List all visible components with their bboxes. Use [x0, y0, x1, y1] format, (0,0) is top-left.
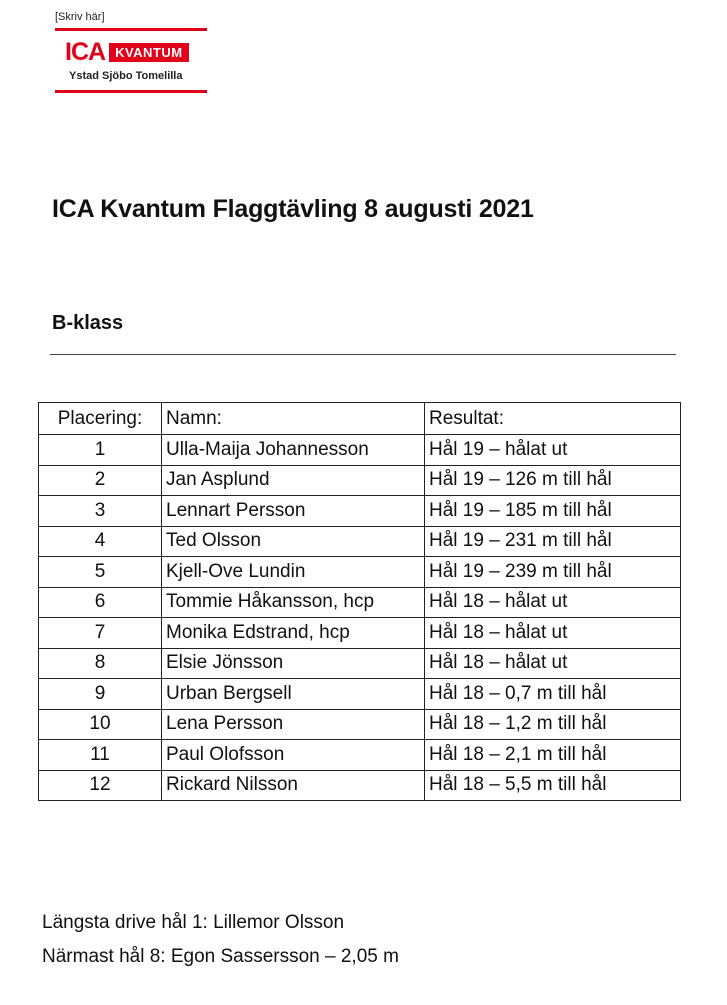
place-cell: 6: [39, 587, 162, 618]
name-cell: Ted Olsson: [162, 526, 425, 557]
place-cell: 12: [39, 770, 162, 801]
table-row: [39, 465, 681, 496]
section-divider: [50, 354, 676, 355]
name-cell: Monika Edstrand, hcp: [162, 618, 425, 649]
name-cell: Kjell-Ove Lundin: [162, 557, 425, 588]
name-cell: Tommie Håkansson, hcp: [162, 587, 425, 618]
name-cell: Elsie Jönsson: [162, 648, 425, 679]
place-cell: 2: [39, 465, 162, 496]
section-heading: B-klass: [52, 312, 124, 334]
name-cell: Ulla-Maija Johannesson: [162, 435, 425, 466]
result-cell: Hål 18 – hålat ut: [425, 648, 681, 679]
logo-top-stripe: [55, 28, 207, 31]
result-cell: Hål 19 – 231 m till hål: [425, 526, 681, 557]
name-cell: Paul Olofsson: [162, 740, 425, 771]
table-row: [39, 618, 681, 649]
logo-brand: ICA: [65, 38, 106, 66]
place-cell: 10: [39, 709, 162, 740]
header-placering: Placering:: [39, 403, 162, 435]
name-cell: Jan Asplund: [162, 465, 425, 496]
place-cell: 11: [39, 740, 162, 771]
table-row: [39, 770, 681, 801]
place-cell: 9: [39, 679, 162, 710]
place-cell: 8: [39, 648, 162, 679]
table-header-row: [39, 403, 681, 435]
place-cell: 5: [39, 557, 162, 588]
result-cell: Hål 18 – 2,1 m till hål: [425, 740, 681, 771]
name-cell: Urban Bergsell: [162, 679, 425, 710]
table-row: [39, 526, 681, 557]
logo-towns: Ystad Sjöbo Tomelilla: [69, 70, 183, 82]
table-row: [39, 587, 681, 618]
longest-drive-text: Längsta drive hål 1: Lillemor Olsson: [42, 912, 345, 933]
ica-kvantum-logo: [55, 28, 207, 94]
table-row: [39, 435, 681, 466]
logo-bottom-stripe: [55, 90, 207, 93]
result-cell: Hål 19 – 126 m till hål: [425, 465, 681, 496]
place-cell: 3: [39, 496, 162, 527]
table-row: [39, 496, 681, 527]
header-placeholder: [Skriv här]: [55, 11, 105, 23]
result-cell: Hål 19 – hålat ut: [425, 435, 681, 466]
place-cell: 7: [39, 618, 162, 649]
header-namn: Namn:: [162, 403, 425, 435]
logo-sub: KVANTUM: [109, 43, 189, 63]
table-row: [39, 679, 681, 710]
closest-to-pin-text: Närmast hål 8: Egon Sassersson – 2,05 m: [42, 946, 399, 967]
result-cell: Hål 18 – 1,2 m till hål: [425, 709, 681, 740]
table-row: [39, 557, 681, 588]
name-cell: Lena Persson: [162, 709, 425, 740]
name-cell: Rickard Nilsson: [162, 770, 425, 801]
result-cell: Hål 18 – 5,5 m till hål: [425, 770, 681, 801]
result-cell: Hål 18 – hålat ut: [425, 587, 681, 618]
table-row: [39, 648, 681, 679]
result-cell: Hål 19 – 239 m till hål: [425, 557, 681, 588]
place-cell: 4: [39, 526, 162, 557]
document-title: ICA Kvantum Flaggtävling 8 augusti 2021: [52, 195, 534, 223]
results-table: [38, 402, 681, 801]
table-row: [39, 709, 681, 740]
header-resultat: Resultat:: [425, 403, 681, 435]
table-row: [39, 740, 681, 771]
result-cell: Hål 19 – 185 m till hål: [425, 496, 681, 527]
place-cell: 1: [39, 435, 162, 466]
result-cell: Hål 18 – 0,7 m till hål: [425, 679, 681, 710]
name-cell: Lennart Persson: [162, 496, 425, 527]
logo-wordmark: [65, 40, 189, 65]
results-body: [39, 435, 681, 801]
result-cell: Hål 18 – hålat ut: [425, 618, 681, 649]
